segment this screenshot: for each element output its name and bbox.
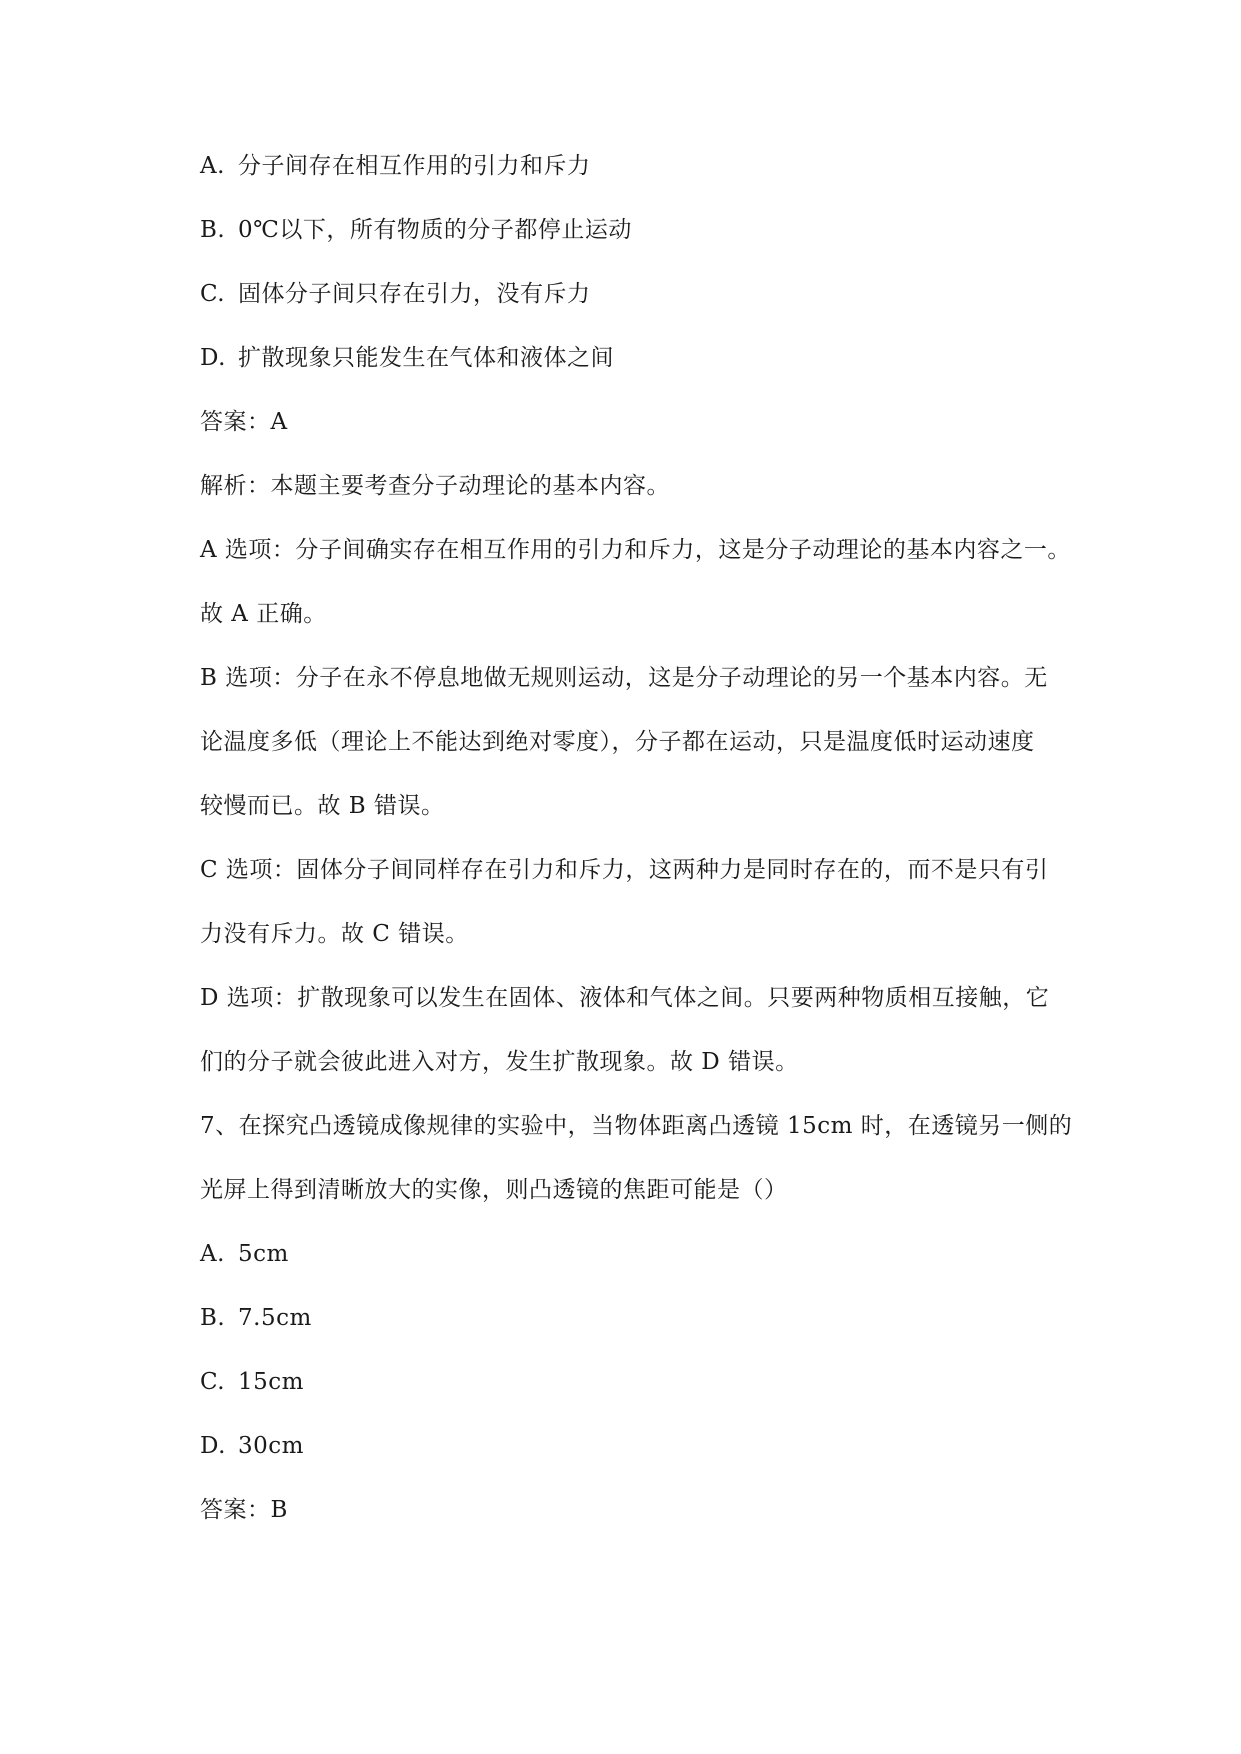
option-letter: C. (200, 1369, 226, 1395)
analysis-line: 们的分子就会彼此进入对方，发生扩散现象。故 D 错误。 (200, 1049, 799, 1075)
analysis-line: D 选项：扩散现象可以发生在固体、液体和气体之间。只要两种物质相互接触，它 (200, 985, 1050, 1011)
option-text: 固体分子间只存在引力，没有斥力 (238, 281, 591, 307)
analysis-line: 解析：本题主要考查分子动理论的基本内容。 (200, 473, 670, 499)
option-letter: C. (200, 281, 226, 307)
analysis-line: 论温度多低（理论上不能达到绝对零度），分子都在运动，只是温度低时运动速度 (200, 729, 1035, 755)
option-text: 15cm (238, 1369, 304, 1395)
analysis-line: 较慢而已。故 B 错误。 (200, 793, 445, 819)
option-text: 30cm (238, 1433, 304, 1459)
analysis-line: A 选项：分子间确实存在相互作用的引力和斥力，这是分子动理论的基本内容之一。 (200, 537, 1071, 563)
analysis-line: C 选项：固体分子间同样存在引力和斥力，这两种力是同时存在的，而不是只有引 (200, 857, 1049, 883)
option-letter: D. (200, 1433, 226, 1459)
analysis-line: 故 A 正确。 (200, 601, 327, 627)
q6-option-c (200, 278, 1090, 310)
option-letter: B. (200, 1305, 226, 1331)
q7-option-d (200, 1430, 1090, 1462)
option-text: 5cm (238, 1241, 289, 1267)
option-text: 0℃以下，所有物质的分子都停止运动 (238, 217, 632, 243)
option-letter: A. (200, 153, 225, 179)
q7-option-b (200, 1302, 1090, 1334)
option-text: 7.5cm (238, 1305, 312, 1331)
option-text: 分子间存在相互作用的引力和斥力 (238, 153, 591, 179)
q6-option-a (200, 150, 1090, 182)
option-letter: B. (200, 217, 226, 243)
q7-option-c (200, 1366, 1090, 1398)
q6-answer: 答案：A (200, 409, 288, 435)
q7-stem-line: 7、在探究凸透镜成像规律的实验中，当物体距离凸透镜 15cm 时，在透镜另一侧的 (200, 1113, 1073, 1139)
option-text: 扩散现象只能发生在气体和液体之间 (238, 345, 614, 371)
q7-answer: 答案：B (200, 1497, 288, 1523)
q7-option-a (200, 1238, 1090, 1270)
analysis-line: 力没有斥力。故 C 错误。 (200, 921, 469, 947)
q6-option-d (200, 342, 1090, 374)
q7-stem-line: 光屏上得到清晰放大的实像，则凸透镜的焦距可能是（） (200, 1177, 788, 1203)
q6-option-b (200, 214, 1090, 246)
option-letter: D. (200, 345, 226, 371)
analysis-line: B 选项：分子在永不停息地做无规则运动，这是分子动理论的另一个基本内容。无 (200, 665, 1048, 691)
option-letter: A. (200, 1241, 225, 1267)
